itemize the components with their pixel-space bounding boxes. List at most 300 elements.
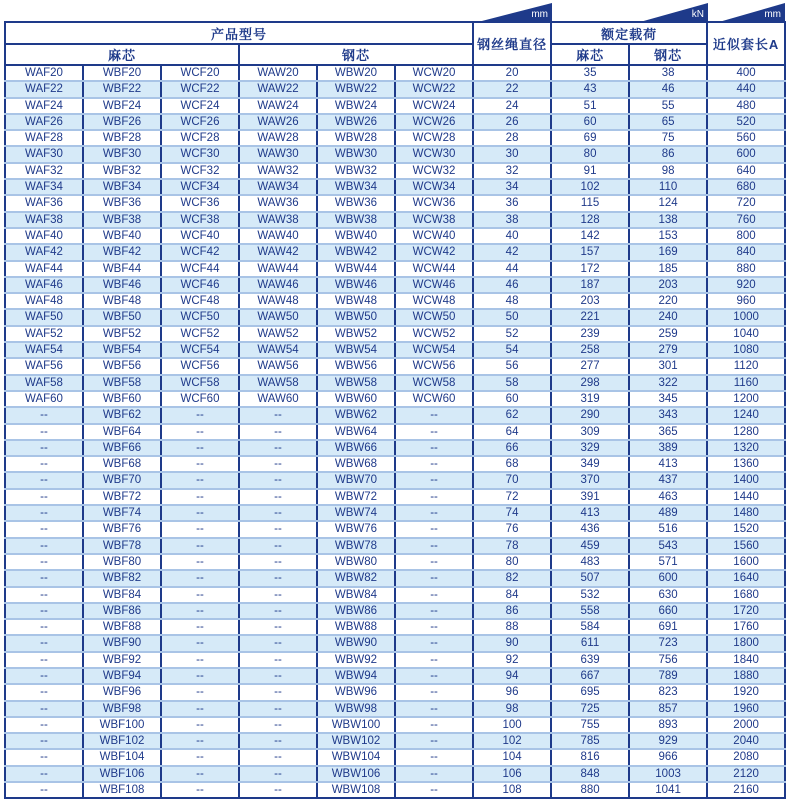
cell-model-wbf: WBF88 [83, 619, 161, 635]
cell-model-wbf: WBF76 [83, 521, 161, 537]
cell-load-fiber: 370 [551, 472, 629, 488]
cell-model-wcw: -- [395, 733, 473, 749]
cell-approx-length: 1640 [707, 570, 785, 586]
cell-rope-diameter: 86 [473, 603, 551, 619]
cell-model-waf: -- [5, 668, 83, 684]
cell-model-wcw: WCW46 [395, 277, 473, 293]
cell-model-wbf: WBF26 [83, 114, 161, 130]
cell-model-wbw: WBW28 [317, 130, 395, 146]
cell-load-steel: 630 [629, 587, 707, 603]
cell-model-waw: -- [239, 554, 317, 570]
cell-model-wbw: WBW94 [317, 668, 395, 684]
cell-model-waw: WAW30 [239, 146, 317, 162]
cell-load-fiber: 483 [551, 554, 629, 570]
cell-model-waw: -- [239, 489, 317, 505]
cell-approx-length: 960 [707, 293, 785, 309]
cell-model-wcf: -- [161, 440, 239, 456]
cell-load-fiber: 115 [551, 195, 629, 211]
unit-badge-diameter [478, 3, 552, 22]
table-row [5, 65, 785, 81]
cell-approx-length: 640 [707, 163, 785, 179]
table-row [5, 261, 785, 277]
cell-load-fiber: 507 [551, 570, 629, 586]
cell-model-wcw: -- [395, 587, 473, 603]
cell-rope-diameter: 46 [473, 277, 551, 293]
cell-rope-diameter: 92 [473, 652, 551, 668]
cell-load-steel: 65 [629, 114, 707, 130]
cell-rope-diameter: 72 [473, 489, 551, 505]
cell-load-fiber: 128 [551, 212, 629, 228]
cell-load-fiber: 258 [551, 342, 629, 358]
cell-model-wbf: WBF96 [83, 684, 161, 700]
cell-model-wcf: -- [161, 717, 239, 733]
cell-load-steel: 301 [629, 358, 707, 374]
cell-model-wcw: WCW52 [395, 326, 473, 342]
cell-model-wbf: WBF50 [83, 309, 161, 325]
cell-model-waw: WAW28 [239, 130, 317, 146]
cell-load-fiber: 319 [551, 391, 629, 407]
header-load-fiber-core: 麻芯 [551, 44, 629, 65]
cell-model-wbf: WBF100 [83, 717, 161, 733]
cell-model-waf: -- [5, 635, 83, 651]
cell-model-wcw: WCW50 [395, 309, 473, 325]
cell-approx-length: 1400 [707, 472, 785, 488]
header-steel-core: 钢芯 [239, 44, 473, 65]
cell-model-wbf: WBF82 [83, 570, 161, 586]
cell-load-fiber: 667 [551, 668, 629, 684]
cell-rope-diameter: 20 [473, 65, 551, 81]
cell-model-wbw: WBW86 [317, 603, 395, 619]
cell-model-wbf: WBF32 [83, 163, 161, 179]
cell-load-steel: 203 [629, 277, 707, 293]
cell-load-steel: 857 [629, 701, 707, 717]
cell-model-waf: -- [5, 570, 83, 586]
cell-load-fiber: 785 [551, 733, 629, 749]
cell-model-wcw: WCW54 [395, 342, 473, 358]
cell-load-steel: 343 [629, 407, 707, 423]
table-row [5, 587, 785, 603]
table-row [5, 701, 785, 717]
cell-model-wcw: -- [395, 652, 473, 668]
cell-model-wbw: WBW72 [317, 489, 395, 505]
table-row [5, 407, 785, 423]
cell-model-wbf: WBF54 [83, 342, 161, 358]
cell-rope-diameter: 78 [473, 538, 551, 554]
cell-load-fiber: 639 [551, 652, 629, 668]
table-row [5, 358, 785, 374]
cell-rope-diameter: 32 [473, 163, 551, 179]
cell-approx-length: 1280 [707, 424, 785, 440]
cell-load-steel: 153 [629, 228, 707, 244]
table-row [5, 733, 785, 749]
cell-model-wcf: -- [161, 668, 239, 684]
cell-model-wbw: WBW64 [317, 424, 395, 440]
cell-load-steel: 966 [629, 749, 707, 765]
cell-load-steel: 169 [629, 244, 707, 260]
cell-rope-diameter: 48 [473, 293, 551, 309]
cell-model-wcw: -- [395, 407, 473, 423]
cell-load-steel: 691 [629, 619, 707, 635]
cell-rope-diameter: 62 [473, 407, 551, 423]
cell-model-wcf: WCF20 [161, 65, 239, 81]
table-row [5, 489, 785, 505]
cell-model-wbf: WBF86 [83, 603, 161, 619]
cell-load-fiber: 142 [551, 228, 629, 244]
cell-model-wcf: -- [161, 733, 239, 749]
cell-model-waw: -- [239, 603, 317, 619]
cell-model-wcw: -- [395, 424, 473, 440]
table-row [5, 309, 785, 325]
cell-rope-diameter: 80 [473, 554, 551, 570]
unit-label-load: kN [691, 9, 704, 20]
unit-badge-load [640, 3, 708, 22]
cell-model-waw: -- [239, 472, 317, 488]
cell-approx-length: 1160 [707, 375, 785, 391]
cell-approx-length: 1200 [707, 391, 785, 407]
cell-model-wbf: WBF98 [83, 701, 161, 717]
cell-approx-length: 1720 [707, 603, 785, 619]
cell-model-waw: -- [239, 668, 317, 684]
cell-model-waw: WAW44 [239, 261, 317, 277]
cell-model-wbw: WBW58 [317, 375, 395, 391]
cell-model-wcw: -- [395, 505, 473, 521]
cell-load-fiber: 413 [551, 505, 629, 521]
cell-approx-length: 560 [707, 130, 785, 146]
cell-model-waf: WAF56 [5, 358, 83, 374]
cell-model-wbf: WBF106 [83, 766, 161, 782]
cell-model-wcf: WCF32 [161, 163, 239, 179]
cell-model-wbf: WBF28 [83, 130, 161, 146]
cell-model-wbw: WBW30 [317, 146, 395, 162]
cell-approx-length: 1960 [707, 701, 785, 717]
cell-model-wbf: WBF56 [83, 358, 161, 374]
table-row [5, 424, 785, 440]
cell-model-waw: WAW24 [239, 98, 317, 114]
cell-model-wcf: WCF54 [161, 342, 239, 358]
cell-model-wcf: WCF40 [161, 228, 239, 244]
cell-model-wcf: -- [161, 521, 239, 537]
cell-approx-length: 480 [707, 98, 785, 114]
cell-approx-length: 760 [707, 212, 785, 228]
cell-model-wbf: WBF48 [83, 293, 161, 309]
cell-model-wbw: WBW40 [317, 228, 395, 244]
table-row [5, 717, 785, 733]
cell-model-waf: WAF34 [5, 179, 83, 195]
cell-model-wcw: -- [395, 619, 473, 635]
cell-load-fiber: 35 [551, 65, 629, 81]
wire-rope-spec-table [4, 21, 786, 799]
cell-model-wbw: WBW108 [317, 782, 395, 798]
cell-rope-diameter: 60 [473, 391, 551, 407]
cell-model-wbw: WBW104 [317, 749, 395, 765]
cell-model-wcw: WCW48 [395, 293, 473, 309]
table-row [5, 766, 785, 782]
cell-model-wcf: -- [161, 407, 239, 423]
cell-approx-length: 1600 [707, 554, 785, 570]
cell-model-wbf: WBF64 [83, 424, 161, 440]
cell-approx-length: 1040 [707, 326, 785, 342]
cell-load-fiber: 51 [551, 98, 629, 114]
cell-model-wcw: -- [395, 782, 473, 798]
cell-model-wcw: WCW60 [395, 391, 473, 407]
table-row [5, 505, 785, 521]
cell-model-wcw: -- [395, 701, 473, 717]
cell-model-wbw: WBW66 [317, 440, 395, 456]
cell-model-waf: WAF26 [5, 114, 83, 130]
cell-model-waf: WAF52 [5, 326, 83, 342]
cell-load-fiber: 532 [551, 587, 629, 603]
table-row [5, 179, 785, 195]
cell-model-wcw: -- [395, 440, 473, 456]
cell-load-steel: 756 [629, 652, 707, 668]
cell-load-fiber: 816 [551, 749, 629, 765]
table-row [5, 440, 785, 456]
cell-model-wbw: WBW78 [317, 538, 395, 554]
cell-model-wbf: WBF20 [83, 65, 161, 81]
table-body [5, 65, 785, 798]
cell-model-waf: -- [5, 603, 83, 619]
table-row [5, 98, 785, 114]
cell-model-waw: -- [239, 587, 317, 603]
cell-model-waw: -- [239, 440, 317, 456]
cell-model-wcw: -- [395, 684, 473, 700]
cell-rope-diameter: 68 [473, 456, 551, 472]
cell-model-waw: -- [239, 538, 317, 554]
cell-model-waw: -- [239, 424, 317, 440]
cell-load-steel: 823 [629, 684, 707, 700]
cell-model-wcw: -- [395, 603, 473, 619]
cell-load-fiber: 60 [551, 114, 629, 130]
cell-model-wcw: WCW26 [395, 114, 473, 130]
cell-model-waw: -- [239, 733, 317, 749]
cell-model-waf: -- [5, 472, 83, 488]
cell-rope-diameter: 42 [473, 244, 551, 260]
cell-model-waf: WAF60 [5, 391, 83, 407]
table-row [5, 538, 785, 554]
cell-approx-length: 1840 [707, 652, 785, 668]
cell-model-wbw: WBW24 [317, 98, 395, 114]
table-row [5, 570, 785, 586]
cell-load-steel: 220 [629, 293, 707, 309]
table-row [5, 684, 785, 700]
cell-approx-length: 1000 [707, 309, 785, 325]
table-row [5, 342, 785, 358]
cell-load-steel: 55 [629, 98, 707, 114]
cell-load-steel: 345 [629, 391, 707, 407]
table-row [5, 81, 785, 97]
cell-model-wcf: -- [161, 619, 239, 635]
cell-load-steel: 86 [629, 146, 707, 162]
cell-model-wcf: WCF44 [161, 261, 239, 277]
cell-model-wbf: WBF104 [83, 749, 161, 765]
cell-load-steel: 543 [629, 538, 707, 554]
cell-load-steel: 929 [629, 733, 707, 749]
cell-load-steel: 723 [629, 635, 707, 651]
cell-model-wbw: WBW60 [317, 391, 395, 407]
cell-rope-diameter: 100 [473, 717, 551, 733]
cell-model-waf: WAF42 [5, 244, 83, 260]
cell-model-wcw: WCW20 [395, 65, 473, 81]
cell-model-wcf: WCF24 [161, 98, 239, 114]
cell-model-wcw: -- [395, 472, 473, 488]
cell-model-wbw: WBW54 [317, 342, 395, 358]
cell-rope-diameter: 56 [473, 358, 551, 374]
cell-load-fiber: 459 [551, 538, 629, 554]
cell-model-waw: -- [239, 407, 317, 423]
cell-model-wcw: WCW58 [395, 375, 473, 391]
cell-rope-diameter: 94 [473, 668, 551, 684]
cell-load-steel: 279 [629, 342, 707, 358]
cell-model-wbw: WBW102 [317, 733, 395, 749]
cell-model-wcw: -- [395, 521, 473, 537]
cell-model-wcf: WCF34 [161, 179, 239, 195]
cell-model-wbw: WBW80 [317, 554, 395, 570]
header-rope-diameter: 钢丝绳直径 [473, 22, 551, 65]
cell-approx-length: 1880 [707, 668, 785, 684]
cell-load-steel: 75 [629, 130, 707, 146]
cell-model-wcf: WCF30 [161, 146, 239, 162]
table-row [5, 521, 785, 537]
cell-model-waw: WAW36 [239, 195, 317, 211]
cell-model-waf: -- [5, 619, 83, 635]
cell-model-waf: WAF48 [5, 293, 83, 309]
cell-model-wbw: WBW62 [317, 407, 395, 423]
cell-model-wbw: WBW70 [317, 472, 395, 488]
cell-model-wcw: -- [395, 570, 473, 586]
header-product-model: 产品型号 [5, 22, 473, 44]
cell-load-steel: 413 [629, 456, 707, 472]
cell-model-wcf: WCF58 [161, 375, 239, 391]
cell-rope-diameter: 24 [473, 98, 551, 114]
table-row [5, 195, 785, 211]
table-row [5, 293, 785, 309]
cell-model-waw: WAW60 [239, 391, 317, 407]
cell-approx-length: 1320 [707, 440, 785, 456]
cell-model-waf: WAF20 [5, 65, 83, 81]
cell-approx-length: 2040 [707, 733, 785, 749]
cell-load-steel: 138 [629, 212, 707, 228]
cell-model-waf: -- [5, 717, 83, 733]
table-row [5, 212, 785, 228]
cell-model-waw: WAW54 [239, 342, 317, 358]
cell-rope-diameter: 30 [473, 146, 551, 162]
cell-load-steel: 600 [629, 570, 707, 586]
cell-rope-diameter: 102 [473, 733, 551, 749]
cell-load-fiber: 277 [551, 358, 629, 374]
cell-approx-length: 1680 [707, 587, 785, 603]
cell-load-steel: 489 [629, 505, 707, 521]
cell-load-steel: 322 [629, 375, 707, 391]
cell-model-wcw: WCW30 [395, 146, 473, 162]
cell-model-wcf: -- [161, 652, 239, 668]
cell-load-steel: 38 [629, 65, 707, 81]
cell-approx-length: 1120 [707, 358, 785, 374]
cell-model-wcf: -- [161, 603, 239, 619]
cell-model-wcf: -- [161, 766, 239, 782]
cell-model-waf: WAF36 [5, 195, 83, 211]
cell-model-wcf: WCF46 [161, 277, 239, 293]
cell-model-wcw: -- [395, 554, 473, 570]
cell-approx-length: 2000 [707, 717, 785, 733]
cell-model-waf: -- [5, 749, 83, 765]
table-row [5, 619, 785, 635]
cell-model-waf: WAF32 [5, 163, 83, 179]
cell-model-waf: -- [5, 766, 83, 782]
cell-model-wcw: -- [395, 717, 473, 733]
cell-model-wcf: WCF22 [161, 81, 239, 97]
cell-model-waw: -- [239, 701, 317, 717]
cell-model-wcf: -- [161, 424, 239, 440]
table-row [5, 163, 785, 179]
cell-model-wcf: -- [161, 587, 239, 603]
cell-model-waf: -- [5, 684, 83, 700]
cell-model-wcw: WCW36 [395, 195, 473, 211]
cell-load-fiber: 298 [551, 375, 629, 391]
cell-model-wbf: WBF58 [83, 375, 161, 391]
cell-model-waf: -- [5, 456, 83, 472]
cell-rope-diameter: 74 [473, 505, 551, 521]
cell-model-waw: WAW38 [239, 212, 317, 228]
cell-model-waw: -- [239, 749, 317, 765]
cell-model-wbf: WBF90 [83, 635, 161, 651]
table-row [5, 130, 785, 146]
cell-model-wbw: WBW32 [317, 163, 395, 179]
table-row [5, 146, 785, 162]
cell-model-wbf: WBF102 [83, 733, 161, 749]
cell-model-waw: WAW50 [239, 309, 317, 325]
cell-model-waw: -- [239, 570, 317, 586]
cell-model-wcw: -- [395, 538, 473, 554]
table-row [5, 391, 785, 407]
cell-load-steel: 124 [629, 195, 707, 211]
cell-model-wcf: -- [161, 554, 239, 570]
cell-model-wcw: -- [395, 668, 473, 684]
cell-approx-length: 440 [707, 81, 785, 97]
cell-model-waf: -- [5, 587, 83, 603]
table-row [5, 668, 785, 684]
unit-label-diameter: mm [531, 9, 548, 20]
cell-model-waf: -- [5, 782, 83, 798]
cell-model-waw: WAW26 [239, 114, 317, 130]
cell-rope-diameter: 96 [473, 684, 551, 700]
cell-model-wbw: WBW26 [317, 114, 395, 130]
cell-model-waw: WAW22 [239, 81, 317, 97]
cell-approx-length: 520 [707, 114, 785, 130]
header-approx-length: 近似套长A [707, 22, 785, 65]
cell-load-steel: 240 [629, 309, 707, 325]
cell-load-steel: 98 [629, 163, 707, 179]
cell-load-fiber: 187 [551, 277, 629, 293]
cell-model-wcw: WCW34 [395, 179, 473, 195]
cell-load-fiber: 80 [551, 146, 629, 162]
cell-approx-length: 1760 [707, 619, 785, 635]
cell-rope-diameter: 104 [473, 749, 551, 765]
cell-model-waf: -- [5, 733, 83, 749]
cell-model-waf: WAF30 [5, 146, 83, 162]
cell-load-fiber: 695 [551, 684, 629, 700]
cell-approx-length: 880 [707, 261, 785, 277]
cell-model-waw: WAW58 [239, 375, 317, 391]
unit-badges [0, 0, 790, 22]
cell-model-wbf: WBF44 [83, 261, 161, 277]
cell-model-wbw: WBW36 [317, 195, 395, 211]
cell-model-waf: -- [5, 701, 83, 717]
cell-rope-diameter: 98 [473, 701, 551, 717]
cell-model-wcf: WCF26 [161, 114, 239, 130]
cell-model-waw: -- [239, 766, 317, 782]
cell-model-wcf: WCF28 [161, 130, 239, 146]
cell-approx-length: 1360 [707, 456, 785, 472]
